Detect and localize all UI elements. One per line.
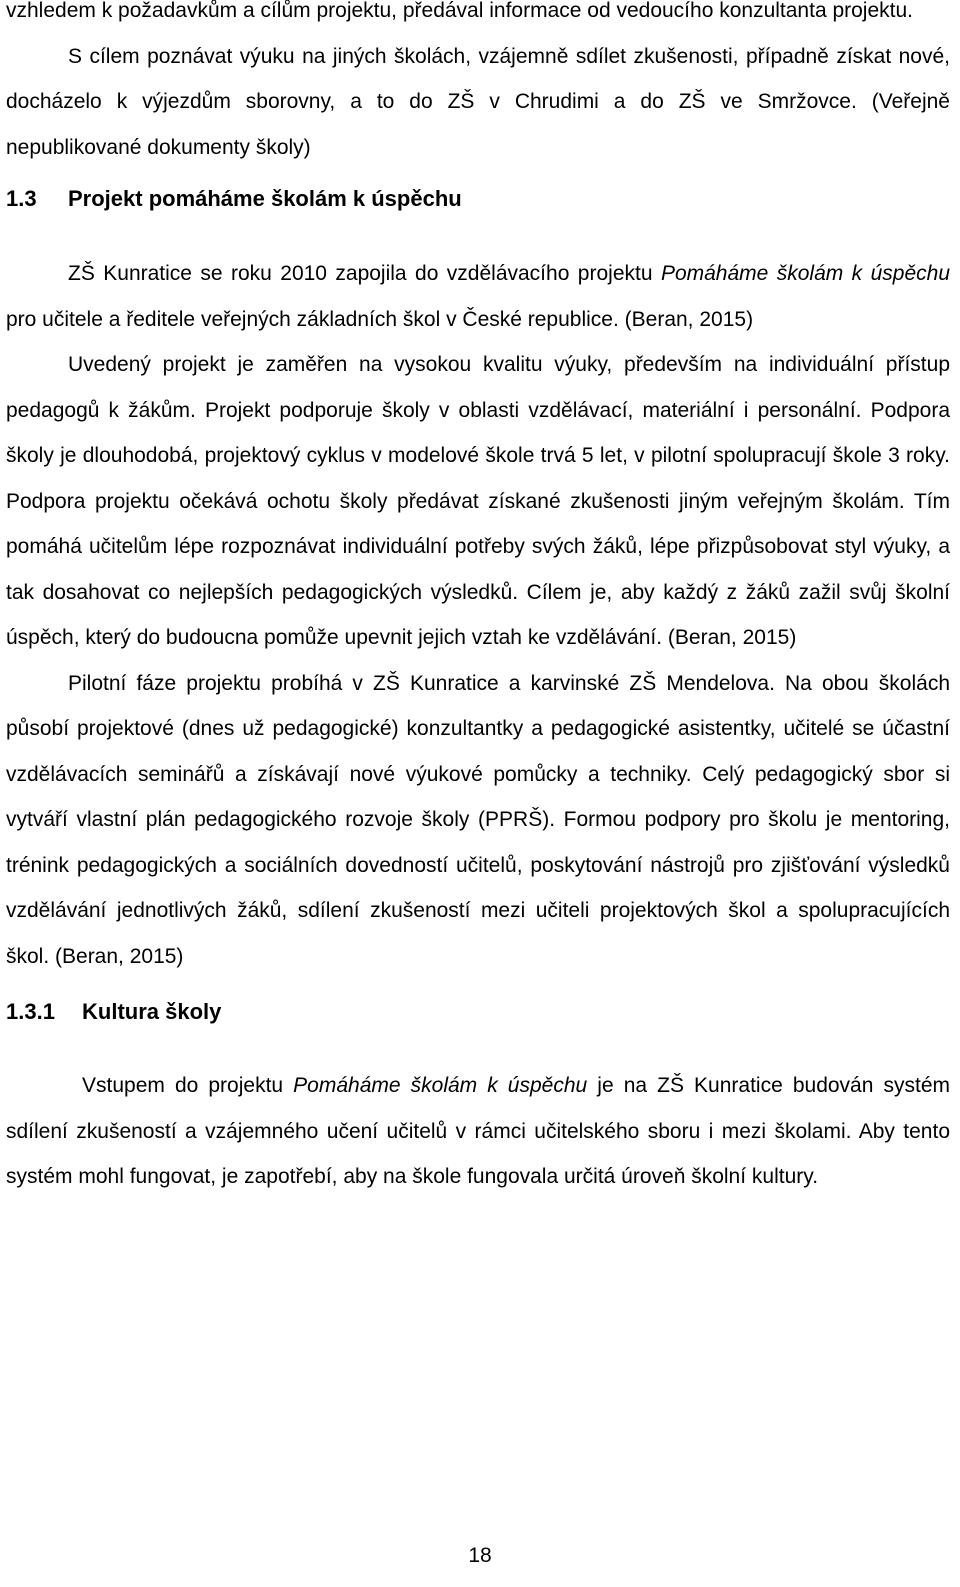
paragraph-school-culture bbox=[6, 1063, 950, 1200]
section-heading-1-3-1 bbox=[6, 997, 950, 1027]
paragraph-project-intro bbox=[6, 251, 950, 342]
section-number: 1.3 bbox=[6, 186, 37, 211]
page-number: 18 bbox=[468, 1544, 492, 1567]
paragraph-project-focus: Uvedený projekt je zaměřen na vysokou kvalitu výuky, především na individuální přístup pedagogů k žákům. Projekt podporuje školy v oblasti vzdělávací, materiální i personální. Podpora školy je dlouhodobá, projektový cyklus v modelové škole trvá 5 let, v pilotní spolupracují škole 3 roky. Podpora projektu očekává ochotu školy předávat získané zkušenosti jiným veřejným školám. Tím pomáhá učitelům lépe rozpoznávat individuální potřeby svých žáků, lépe přizpůsobovat styl výuky, a tak dosahovat co nejlepších pedagogických výsledků. Cílem je, aby každý z žáků zažil svůj školní úspěch, který do budoucna pomůže upevnit jejich vztah ke vzdělávání. (Beran, 2015) bbox=[6, 353, 950, 649]
project-name-italic: Pomáháme školám k úspěchu bbox=[293, 1074, 588, 1097]
paragraph-pilot-phase: Pilotní fáze projektu probíhá v ZŠ Kunratice a karvinské ZŠ Mendelova. Na obou školách působí projektové (dnes už pedagogické) konzultantky a pedagogické asistentky, učitelé se účastní vzdělávacích seminářů a získávají nové výukové pomůcky a techniky. Celý pedagogický sbor si vytváří vlastní plán pedagogického rozvoje školy (PPRŠ). Formou podpory pro školu je mentoring, trénink pedagogických a sociálních dovedností učitelů, poskytování nástrojů pro zjišťování výsledků vzdělávání jednotlivých žáků, sdílení zkušeností mezi učiteli projektových škol a spolupracujících škol. (Beran, 2015) bbox=[6, 671, 950, 968]
paragraph-text: pro učitele a ředitele veřejných základních škol v České republice. (Beran, 2015) bbox=[6, 307, 754, 331]
paragraph-continued: vzhledem k požadavkům a cílům projektu, předával informace od vedoucího konzultanta projektu. bbox=[6, 0, 913, 22]
document-page bbox=[6, 0, 950, 1200]
paragraph-text: Vstupem do projektu bbox=[82, 1074, 294, 1097]
project-name-italic: Pomáháme školám k úspěchu bbox=[660, 262, 950, 285]
paragraph-school-visits: S cílem poznávat výuku na jiných školách, vzájemně sdílet zkušenosti, případně získat nové, docházelo k výjezdům sborovny, a to do ZŠ v Chrudimi a do ZŠ ve Smržovce. (Veřejně nepublikované dokumenty školy) bbox=[6, 44, 950, 159]
paragraph-text: ZŠ Kunratice se roku 2010 zapojila do vzdělávacího projektu bbox=[68, 262, 661, 285]
paragraph-text: je na ZŠ Kunratice budován systém sdílení zkušeností a vzájemného učení učitelů v rámci učitelského sboru i mezi školami. Aby tento systém mohl fungovat, je zapotřebí, aby na škole fungovala určitá úroveň školní kultury. bbox=[6, 1074, 950, 1188]
section-title: Kultura školy bbox=[82, 999, 222, 1024]
section-heading-1-3 bbox=[6, 184, 950, 214]
section-title: Projekt pomáháme školám k úspěchu bbox=[68, 186, 462, 211]
section-number: 1.3.1 bbox=[6, 999, 55, 1024]
